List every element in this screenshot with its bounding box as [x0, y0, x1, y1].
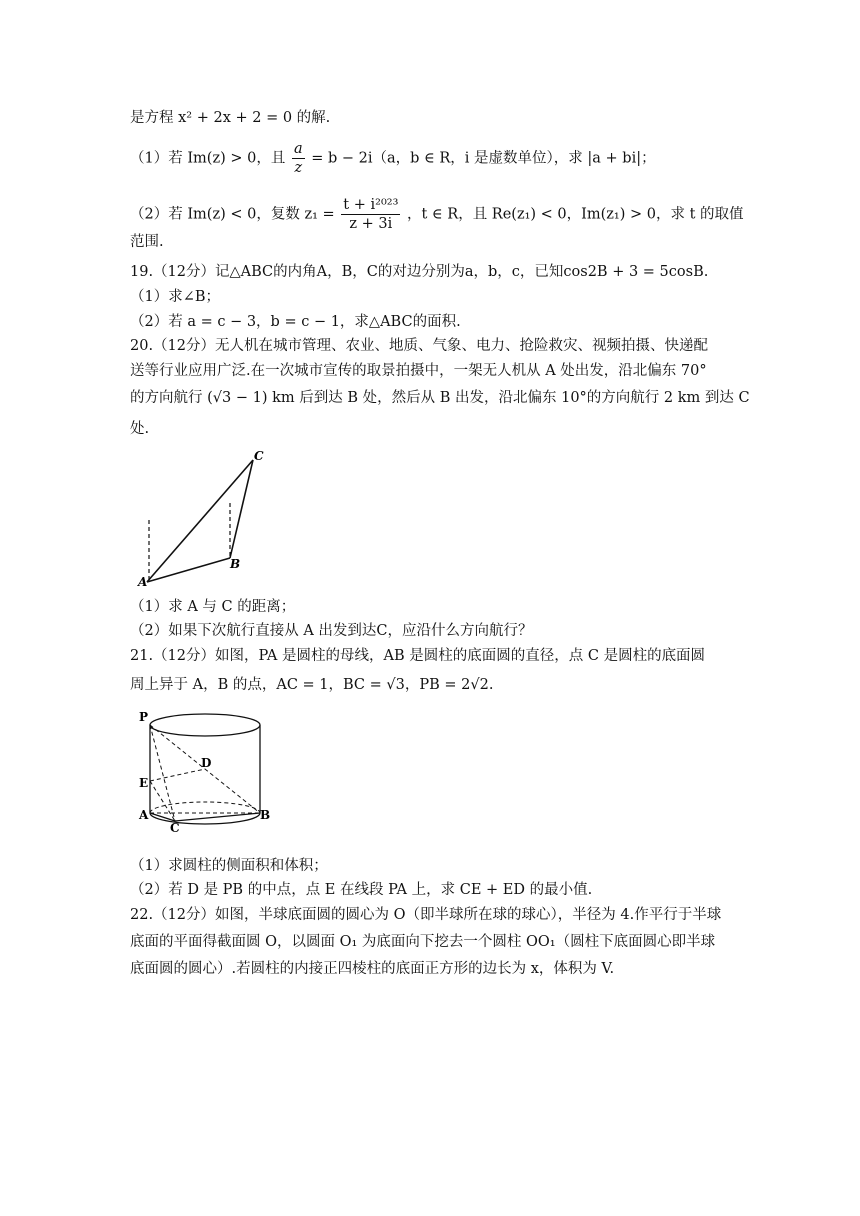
q20-stem-line3: 的方向航行 (√3 − 1) km 后到达 B 处，然后从 B 出发，沿北偏东 10°的方向航行 2 km 到达 C — [130, 390, 750, 406]
q21-stem-line1: 21.（12分）如图，PA 是圆柱的母线，AB 是圆柱的底面圆的直径，点 C 是圆柱的底面圆 — [130, 648, 706, 664]
q20-stem-line4: 处. — [130, 421, 150, 437]
q18-part2-fraction — [341, 196, 400, 233]
q21-part2: （2）若 D 是 PB 的中点，点 E 在线段 PA 上，求 CE + ED 的最小值. — [130, 882, 593, 898]
q21-cylinder-figure — [135, 703, 275, 833]
q18-part2-b: ，t ∈ R，且 Re(z₁) < 0，Im(z₁) > 0，求 t 的取值 — [407, 206, 744, 223]
q22-line2: 底面的平面得截面圆 O，以圆面 O₁ 为底面向下挖去一个圆柱 OO₁（圆柱下底面圆心即半球 — [130, 934, 716, 950]
point-e-label: E — [139, 776, 149, 790]
q19-stem: 19.（12分）记△ABC的内角A，B，C的对边分别为a，b，c，已知cos2B + 3 = 5cosB. — [130, 264, 709, 280]
segment-pc — [150, 725, 175, 821]
q18-part1-a: （1）若 Im(z) > 0，且 — [130, 150, 286, 167]
q18-part1 — [130, 140, 656, 177]
q18-part2-a: （2）若 Im(z) < 0，复数 z₁ = — [130, 206, 335, 223]
segment-ab — [147, 558, 230, 582]
q19-part2: （2）若 a = c − 3，b = c − 1，求△ABC的面积. — [130, 314, 461, 330]
point-a-label: A — [139, 808, 149, 822]
fraction-numerator: t + i²⁰²³ — [343, 197, 399, 213]
top-ellipse — [150, 714, 260, 736]
q19-part1: （1）求∠B； — [130, 289, 221, 305]
fraction-numerator: a — [293, 141, 303, 157]
point-d-label: D — [201, 756, 212, 770]
q18-part2 — [130, 196, 744, 233]
q20-stem-line1: 20.（12分）无人机在城市管理、农业、地质、气象、电力、抢险救灾、视频拍摄、快递配 — [130, 338, 709, 354]
q18-part1-fraction — [292, 140, 305, 177]
q22-line1: 22.（12分）如图，半球底面圆的圆心为 O（即半球所在球的球心），半径为 4.作平行于半球 — [130, 907, 722, 923]
point-c-label: C — [254, 449, 264, 463]
q18-part1-b: = b − 2i（a，b ∈ R，i 是虚数单位），求 |a + bi|； — [311, 150, 656, 167]
q20-stem-line2: 送等行业应用广泛.在一次城市宣传的取景拍摄中，一架无人机从 A 处出发，沿北偏东 70° — [130, 363, 707, 379]
q21-part1: （1）求圆柱的侧面积和体积； — [130, 858, 328, 874]
point-b-label: B — [260, 808, 271, 822]
segment-ed — [150, 769, 205, 781]
q20-part2: （2）如果下次航行直接从 A 出发到达C，应沿什么方向航行？ — [130, 623, 533, 639]
segment-bc — [230, 460, 253, 558]
segment-ec — [150, 781, 175, 821]
q21-stem-line2: 周上异于 A，B 的点，AC = 1，BC = √3，PB = 2√2. — [130, 677, 494, 693]
q20-navigation-figure — [135, 448, 285, 593]
fraction-denominator: z — [294, 160, 303, 176]
point-b-label: B — [230, 557, 241, 571]
q18-part2-c: 范围. — [130, 234, 164, 250]
point-p-label: P — [139, 710, 149, 724]
point-c-label: C — [170, 821, 180, 833]
q22-line3: 底面圆的圆心）.若圆柱的内接正四棱柱的底面正方形的边长为 x，体积为 V. — [130, 961, 615, 977]
fraction-denominator: z + 3i — [349, 216, 393, 232]
q18-intro: 是方程 x² + 2x + 2 = 0 的解. — [130, 110, 331, 126]
point-a-label: A — [138, 575, 148, 589]
q20-part1: （1）求 A 与 C 的距离； — [130, 599, 296, 615]
